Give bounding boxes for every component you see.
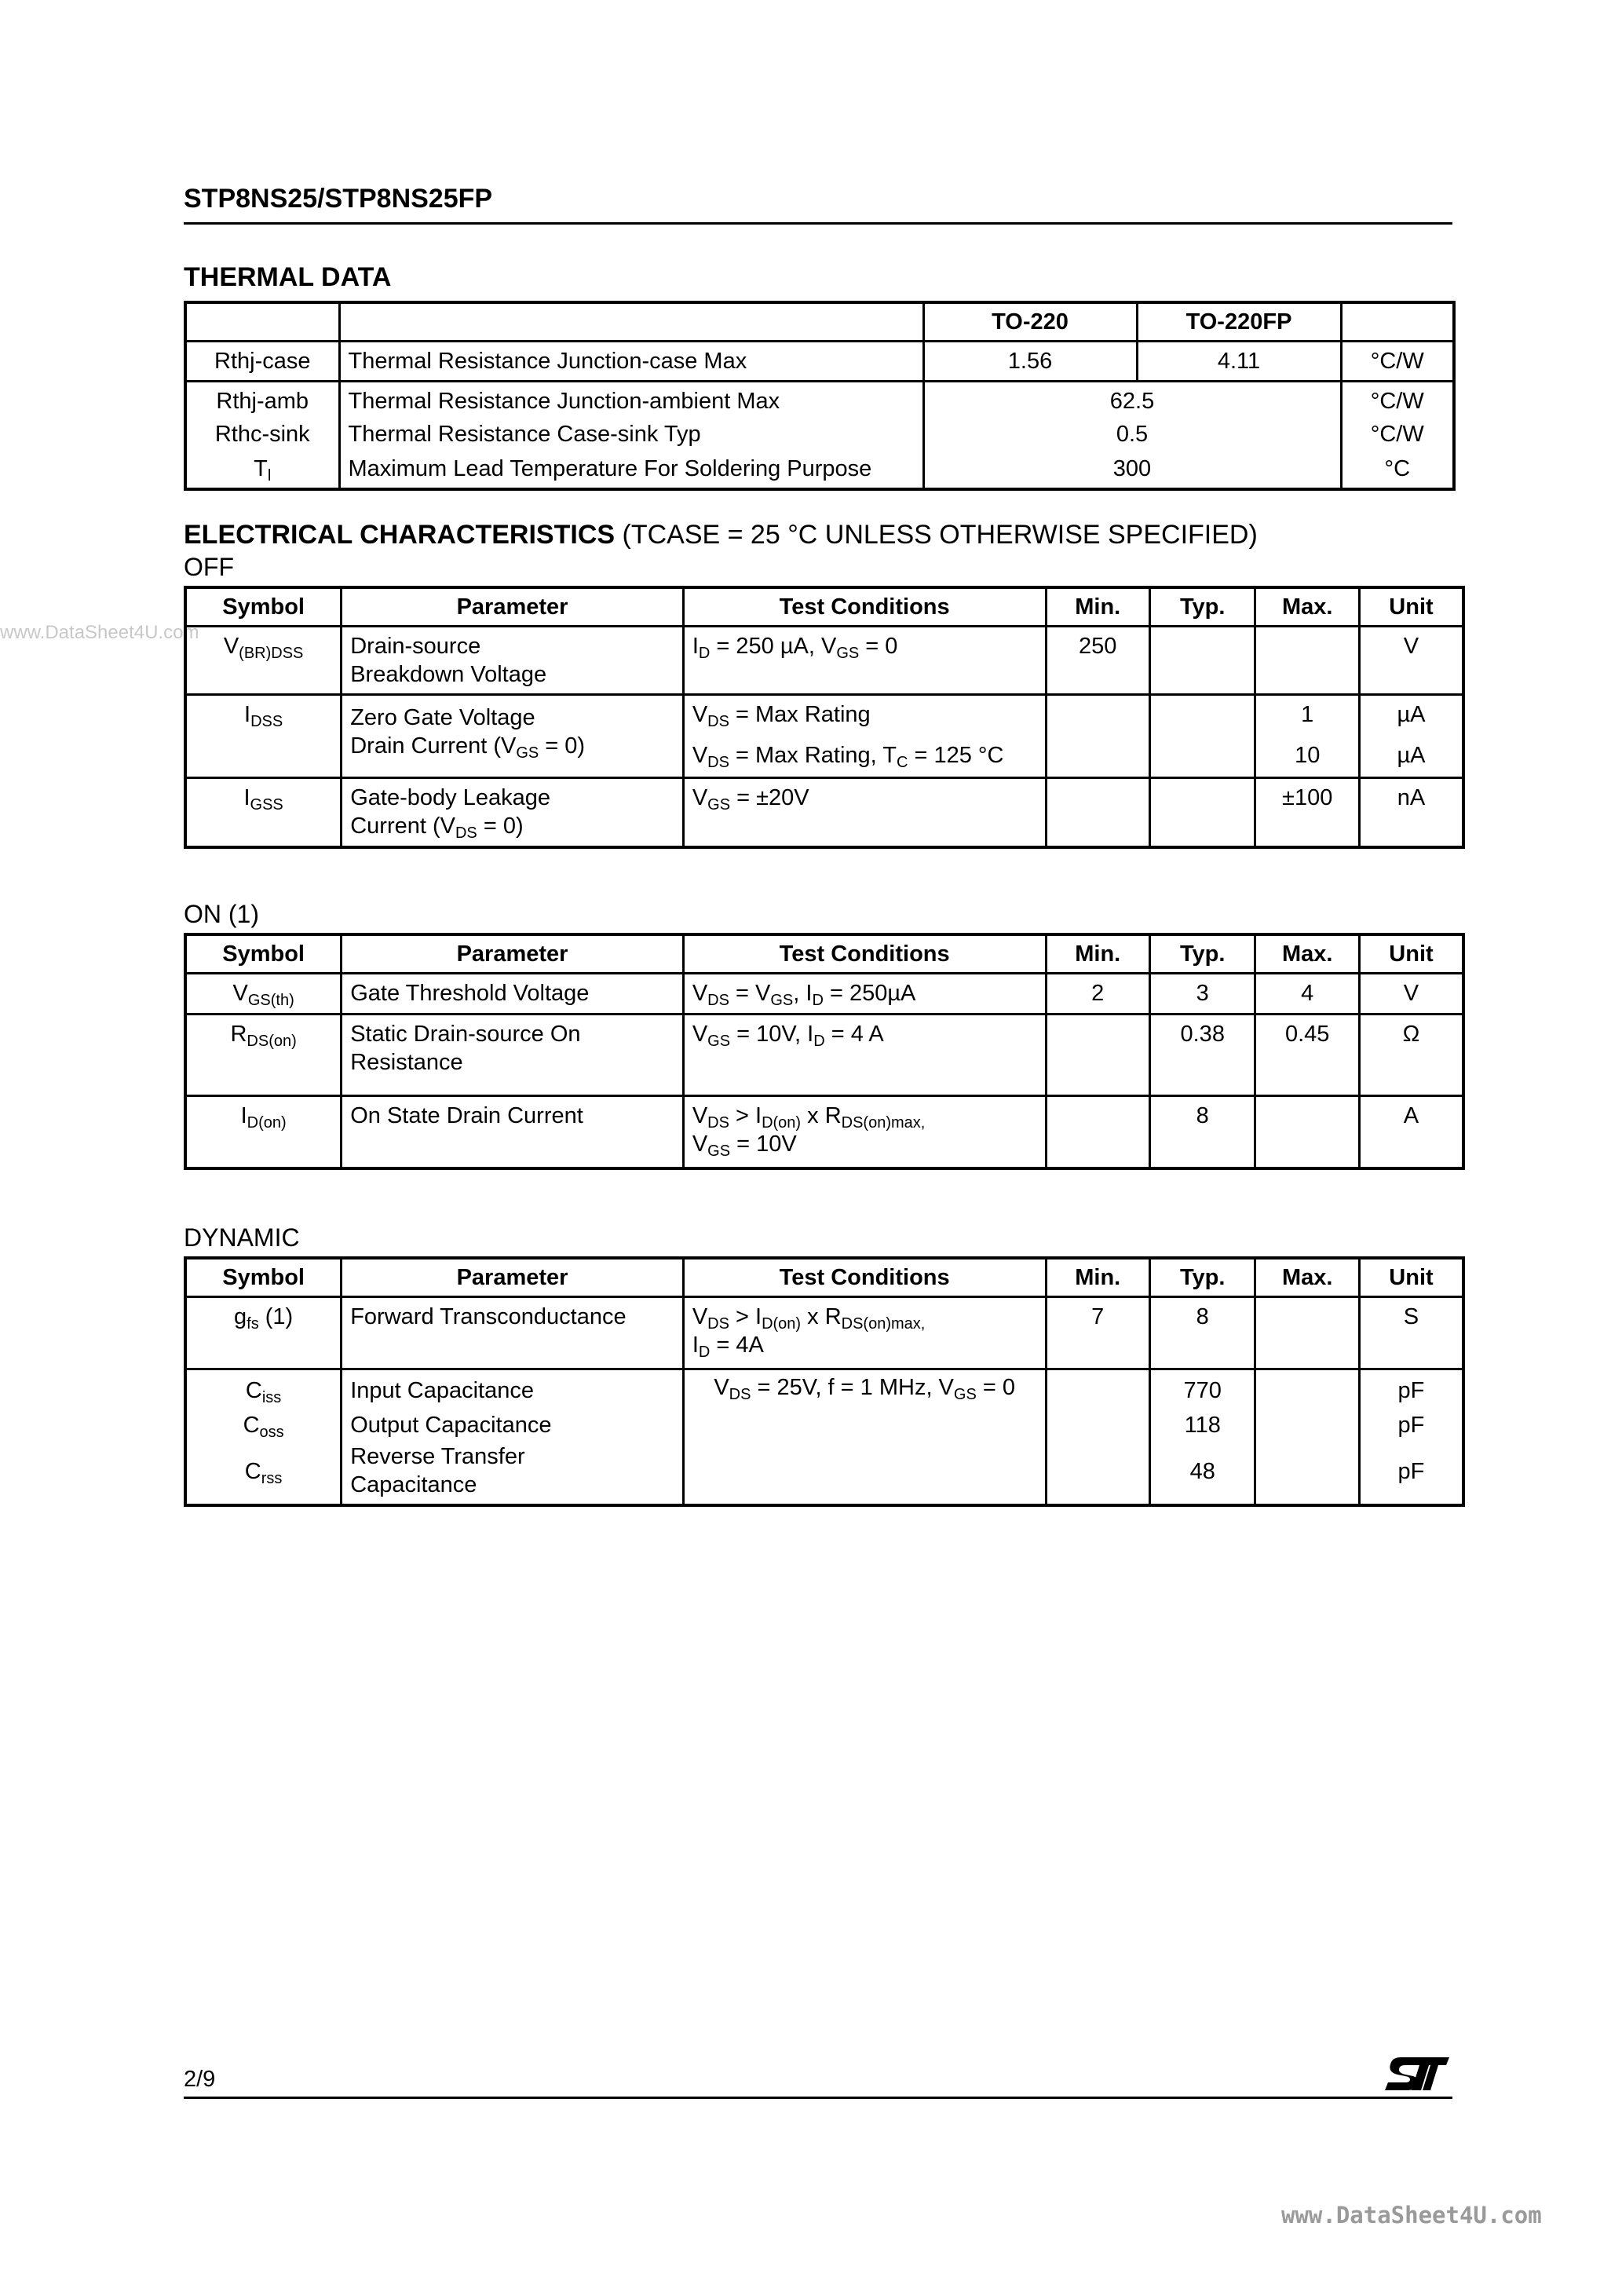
max-cell: 4 — [1255, 974, 1359, 1015]
dynamic-label: DYNAMIC — [184, 1223, 300, 1252]
col-symbol: Symbol — [185, 934, 342, 974]
parameter-cell: Forward Transconductance — [342, 1297, 684, 1369]
thermal-unit: °C/W — [1341, 382, 1454, 416]
conditions-cell: $V_{DS} > I_{D(on)}$ x $R_{DS(on)max,}$ $V_{GS} = 10V$ — [683, 1096, 1046, 1168]
thermal-value: 300 — [923, 448, 1341, 489]
thermal-param: Thermal Resistance Junction-case Max — [339, 342, 923, 382]
max-cell — [1255, 1405, 1359, 1439]
parameter-cell: Reverse Transfer Capacitance — [342, 1439, 684, 1505]
conditions-cell: $V_{GS} = 10V$, $I_D = 4$ A — [683, 1015, 1046, 1096]
col-typ: Typ. — [1149, 934, 1255, 974]
thermal-symbol: Rthj-amb — [185, 382, 339, 416]
thermal-col-param — [339, 302, 923, 342]
unit-cell: pF — [1359, 1439, 1463, 1505]
thermal-unit: °C — [1341, 448, 1454, 489]
table-row — [185, 778, 1463, 847]
conditions-cell: $V_{DS} = 25V$, f = 1 MHz, $V_{GS} = 0$ — [683, 1369, 1046, 1406]
typ-cell: 770 — [1149, 1369, 1255, 1406]
parameter-cell: Output Capacitance — [342, 1405, 684, 1439]
footer-rule — [184, 2097, 1452, 2099]
table-row — [185, 448, 1454, 489]
symbol-cell: $C_{iss}$ — [185, 1369, 342, 1406]
max-cell — [1255, 1439, 1359, 1505]
thermal-param: Maximum Lead Temperature For Soldering Purpose — [339, 448, 923, 489]
thermal-value: 62.5 — [923, 382, 1341, 416]
parameter-cell: Gate-body Leakage Current $(V_{DS} = 0)$ — [342, 778, 684, 847]
parameter-cell: Static Drain-source On Resistance — [342, 1015, 684, 1096]
symbol-cell: $C_{rss}$ — [185, 1439, 342, 1505]
min-cell — [1046, 1096, 1149, 1168]
thermal-value: 0.5 — [923, 415, 1341, 448]
typ-cell: 48 — [1149, 1439, 1255, 1505]
thermal-col-symbol — [185, 302, 339, 342]
on-table — [184, 933, 1465, 1170]
conditions-cell: $V_{DS} = V_{GS}$, $I_D = 250\mu A$ — [683, 974, 1046, 1015]
max-cell — [1255, 1096, 1359, 1168]
max-cell: 1 10 — [1255, 695, 1359, 778]
min-cell — [1046, 695, 1149, 778]
thermal-col-to220: TO-220 — [923, 302, 1137, 342]
off-label: OFF — [184, 553, 234, 581]
table-row — [185, 1297, 1463, 1369]
page-number: 2/9 — [184, 2067, 216, 2092]
col-parameter: Parameter — [342, 934, 684, 974]
min-cell — [1046, 1015, 1149, 1096]
col-min: Min. — [1046, 1258, 1149, 1297]
thermal-to220-value: 1.56 — [923, 342, 1137, 382]
conditions-cell: $I_D = 250$ µA, $V_{GS} = 0$ — [683, 627, 1046, 695]
symbol-cell: $V_{GS(th)}$ — [185, 974, 342, 1015]
thermal-param: Thermal Resistance Case-sink Typ — [339, 415, 923, 448]
col-parameter: Parameter — [342, 1258, 684, 1297]
min-cell — [1046, 1439, 1149, 1505]
min-cell: 250 — [1046, 627, 1149, 695]
table-row — [185, 1405, 1463, 1439]
document-title: STP8NS25/STP8NS25FP — [184, 184, 493, 214]
col-typ: Typ. — [1149, 587, 1255, 627]
col-symbol: Symbol — [185, 587, 342, 627]
col-max: Max. — [1255, 934, 1359, 974]
parameter-cell: Drain-source Breakdown Voltage — [342, 627, 684, 695]
dynamic-table — [184, 1256, 1465, 1507]
off-table — [184, 586, 1465, 849]
thermal-unit: °C/W — [1341, 415, 1454, 448]
min-cell — [1046, 1369, 1149, 1406]
conditions-cell — [683, 1405, 1046, 1439]
table-row — [185, 415, 1454, 448]
table-row — [185, 695, 1463, 778]
thermal-symbol: Rthc-sink — [185, 415, 339, 448]
parameter-cell: Input Capacitance — [342, 1369, 684, 1406]
watermark-left: www.DataSheet4U.com — [0, 622, 199, 643]
typ-cell: 8 — [1149, 1096, 1255, 1168]
col-max: Max. — [1255, 587, 1359, 627]
unit-cell: nA — [1359, 778, 1463, 847]
col-symbol: Symbol — [185, 1258, 342, 1297]
thermal-to220fp-value: 4.11 — [1137, 342, 1341, 382]
unit-cell: A — [1359, 1096, 1463, 1168]
symbol-cell: $g_{fs}$ (1) — [185, 1297, 342, 1369]
thermal-col-unit — [1341, 302, 1454, 342]
col-parameter: Parameter — [342, 587, 684, 627]
parameter-cell: Zero Gate Voltage Drain Current $(V_{GS} = 0)$ — [342, 695, 684, 778]
conditions-cell — [683, 1439, 1046, 1505]
unit-cell: V — [1359, 974, 1463, 1015]
conditions-cell: $V_{DS} > I_{D(on)}$ x $R_{DS(on)max,}$ $I_D = 4A$ — [683, 1297, 1046, 1369]
header-rule — [184, 222, 1452, 225]
col-unit: Unit — [1359, 1258, 1463, 1297]
unit-cell: pF — [1359, 1369, 1463, 1406]
conditions-cell: $V_{DS}$ = Max Rating $V_{DS}$ = Max Rating, $T_C = 125$ °C — [683, 695, 1046, 778]
parameter-cell: On State Drain Current — [342, 1096, 684, 1168]
unit-cell: µA µA — [1359, 695, 1463, 778]
conditions-cell: $V_{GS} = \pm 20V$ — [683, 778, 1046, 847]
symbol-cell: $V_{(BR)DSS}$ — [185, 627, 342, 695]
min-cell: 7 — [1046, 1297, 1149, 1369]
col-test-conditions: Test Conditions — [683, 1258, 1046, 1297]
symbol-cell: $C_{oss}$ — [185, 1405, 342, 1439]
col-typ: Typ. — [1149, 1258, 1255, 1297]
max-cell — [1255, 627, 1359, 695]
symbol-cell: $I_{GSS}$ — [185, 778, 342, 847]
thermal-symbol: Rthj-case — [185, 342, 339, 382]
table-row — [185, 974, 1463, 1015]
watermark-bottom: www.DataSheet4U.com — [1281, 2202, 1542, 2228]
unit-cell: S — [1359, 1297, 1463, 1369]
typ-cell — [1149, 778, 1255, 847]
on-label: ON (1) — [184, 900, 259, 928]
typ-cell: 118 — [1149, 1405, 1255, 1439]
st-logo-icon — [1382, 2051, 1456, 2095]
unit-cell: V — [1359, 627, 1463, 695]
max-cell: 0.45 — [1255, 1015, 1359, 1096]
col-unit: Unit — [1359, 934, 1463, 974]
col-max: Max. — [1255, 1258, 1359, 1297]
symbol-cell: $I_{DSS}$ — [185, 695, 342, 778]
thermal-col-to220fp: TO-220FP — [1137, 302, 1341, 342]
unit-cell: Ω — [1359, 1015, 1463, 1096]
thermal-data-title: THERMAL DATA — [184, 262, 392, 292]
unit-cell: pF — [1359, 1405, 1463, 1439]
typ-cell: 3 — [1149, 974, 1255, 1015]
typ-cell — [1149, 627, 1255, 695]
min-cell: 2 — [1046, 974, 1149, 1015]
table-row — [185, 1015, 1463, 1096]
col-unit: Unit — [1359, 587, 1463, 627]
col-test-conditions: Test Conditions — [683, 934, 1046, 974]
table-row — [185, 627, 1463, 695]
table-row — [185, 1369, 1463, 1406]
symbol-cell: $R_{DS(on)}$ — [185, 1015, 342, 1096]
thermal-param: Thermal Resistance Junction-ambient Max — [339, 382, 923, 416]
typ-cell — [1149, 695, 1255, 778]
table-row — [185, 1439, 1463, 1505]
typ-cell: 8 — [1149, 1297, 1255, 1369]
typ-cell: 0.38 — [1149, 1015, 1255, 1096]
table-row — [185, 1096, 1463, 1168]
thermal-data-table — [184, 301, 1456, 491]
table-row — [185, 342, 1454, 382]
max-cell — [1255, 1297, 1359, 1369]
table-row — [185, 382, 1454, 416]
min-cell — [1046, 778, 1149, 847]
electrical-title: ELECTRICAL CHARACTERISTICS (TCASE = 25 °C UNLESS OTHERWISE SPECIFIED) — [184, 520, 1258, 550]
col-test-conditions: Test Conditions — [683, 587, 1046, 627]
thermal-symbol: $T_l$ — [185, 448, 339, 489]
col-min: Min. — [1046, 934, 1149, 974]
thermal-unit: °C/W — [1341, 342, 1454, 382]
symbol-cell: $I_{D(on)}$ — [185, 1096, 342, 1168]
col-min: Min. — [1046, 587, 1149, 627]
max-cell: ±100 — [1255, 778, 1359, 847]
max-cell — [1255, 1369, 1359, 1406]
parameter-cell: Gate Threshold Voltage — [342, 974, 684, 1015]
min-cell — [1046, 1405, 1149, 1439]
